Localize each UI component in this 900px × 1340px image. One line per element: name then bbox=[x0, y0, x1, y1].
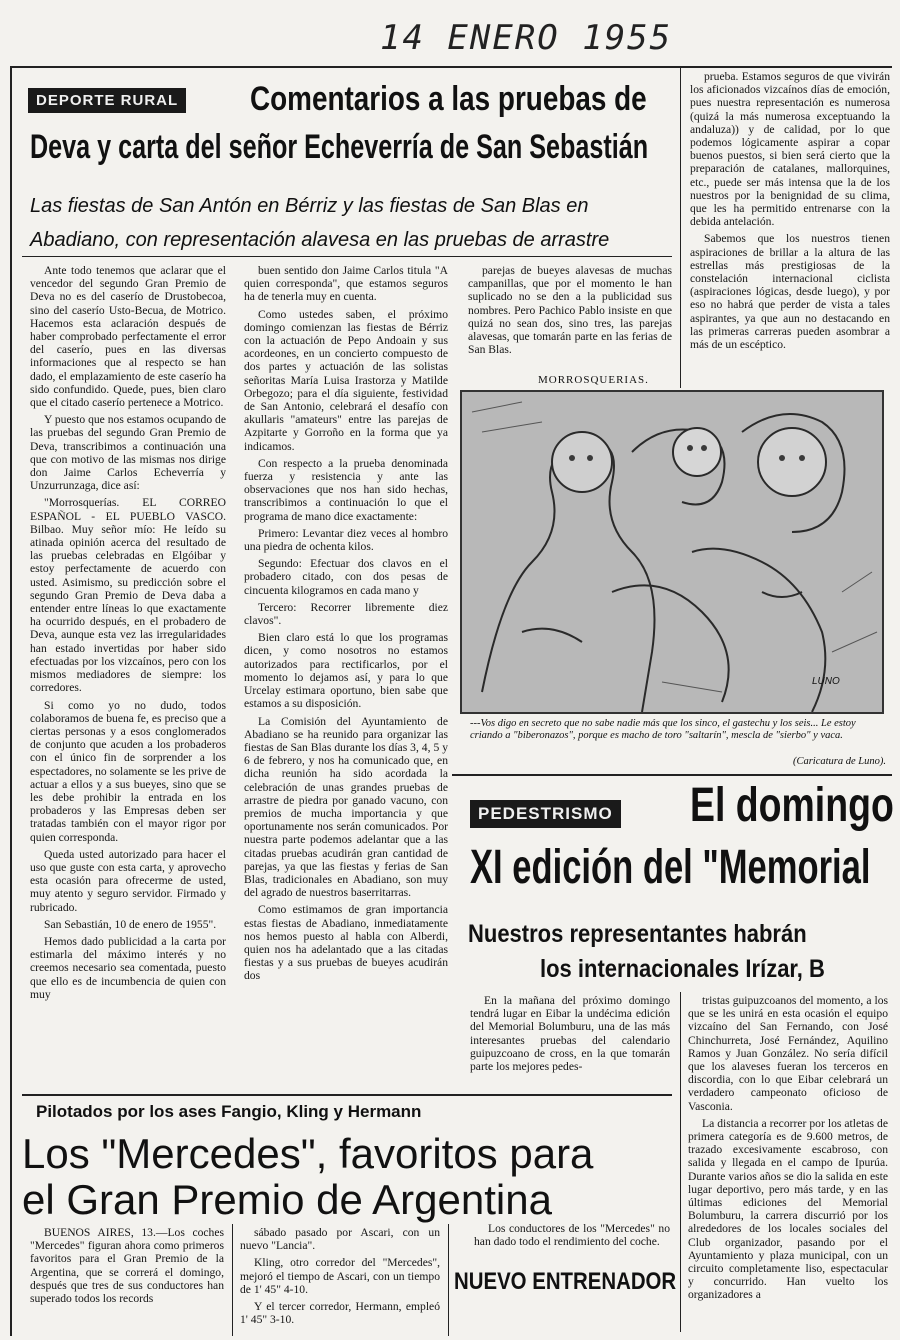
article1-column-1 bbox=[30, 264, 226, 1094]
article2-column-2 bbox=[688, 994, 888, 1334]
cartoon-drawing bbox=[462, 392, 882, 712]
column-rule bbox=[448, 1224, 449, 1336]
paragraph: San Sebastián, 10 de enero de 1955". bbox=[44, 917, 217, 931]
handwritten-date: 14 ENERO 1955 bbox=[380, 18, 673, 58]
article2-headline-line2: XI edición del "Memorial bbox=[470, 841, 871, 894]
article3-kicker: Pilotados por los ases Fangio, Kling y Hermann bbox=[36, 1102, 422, 1121]
section-tag-pedestrismo: PEDESTRISMO bbox=[470, 800, 621, 828]
paragraph: La distancia a recorrer por los atletas de primera categoría es de 9.600 metros, de trazado excesivamente escabroso, con salida y llegada en el campo de Ipurúa. Durante varios años se dio la salida en este lugar deportivo, pero más tarde, y en las últimas ediciones del Memorial Bolumburu, la carrera discurrió por los alrededores de los locales sociales del Club organizador, pasando por el Ayuntamiento y plaza municipal, con un circuito completamente liso, espectacular y concurrido. Han vuelto los organizadores a bbox=[688, 1116, 888, 1302]
paragraph: parejas de bueyes alavesas de muchas campanillas, que por el momento le han suplicado no se den a la publicidad sus nombres. Pero Pachico Pablo insiste en que quizá no sean dos, sino tres, las parejas alavesas, que tomarán parte en las ferias de San Blas. bbox=[468, 264, 672, 357]
article1-subhead-line1: Las fiestas de San Antón en Bérriz y las fiestas de San Blas en bbox=[30, 195, 589, 217]
paragraph: Hemos dado publicidad a la carta por estimarla del máximo interés y no creemos necesario sea comentada, puesto que ello es de incumbencia de quien con muy bbox=[30, 934, 226, 1001]
article2-subhead-line1: Nuestros representantes habrán bbox=[468, 920, 807, 948]
headline-rule bbox=[22, 256, 672, 257]
paragraph: buen sentido don Jaime Carlos titula "A quien corresponda", que estamos seguros ha de tenerla muy en cuenta. bbox=[244, 264, 448, 304]
paragraph: Kling, otro corredor del "Mercedes", mejoró el tiempo de Ascari, con un tiempo de 1' 45" 4-10. bbox=[240, 1256, 440, 1296]
article3-column-3 bbox=[474, 1222, 670, 1262]
paragraph: BUENOS AIRES, 13.—Los coches "Mercedes" figuran ahora como primeros favoritos para el Gran Premio de la Argentina, que se correrá el domingo, después que tres de sus conductores han superado todos los records bbox=[30, 1226, 224, 1306]
paragraph: Segundo: Efectuar dos clavos en el probadero citado, con dos pesas de cincuenta kilogramos en cada mano y bbox=[244, 557, 448, 597]
cartoon-signature: LUNO bbox=[812, 676, 840, 687]
paragraph: La Comisión del Ayuntamiento de Abadiano se ha reunido para organizar las fiestas de San Blas durante los días 3, 4, 5 y 6 de febrero, y nos ha comunicado que, en dicha reunión ha sido acordada la celebración de unas grandes pruebas de arrastre de piedra por ganado vacuno, con premios de mucha importancia y que oportunamente nos serán comunicados. Por nuestra parte podemos adelantar que a las citadas pruebas acudirán gran cantidad de parejas, ya que las fiestas y ferias de San Blas, tradicionales en Abadiano, son muy del agrado de nuestros baserritarras. bbox=[244, 714, 448, 900]
paragraph: Sabemos que los nuestros tienen aspiraciones de brillar a la altura de las estrellas más prestigiosas de la constelación internacional ciclista (aspiraciones lógicas, desde luego), y por eso no habrá que perder de vista a tales aspirantes, ya que aun no destacando en las primeras carreras pueden asombrar a más de un escéptico. bbox=[690, 232, 890, 352]
paragraph: Tercero: Recorrer libremente diez clavos". bbox=[244, 600, 448, 628]
article3-column-2 bbox=[240, 1226, 440, 1334]
article3-column-1 bbox=[30, 1226, 224, 1334]
article2-subhead-line2: los internacionales Irízar, B bbox=[540, 955, 825, 983]
paragraph: Ante todo tenemos que aclarar que el vencedor del segundo Gran Premio de Deva no es del caserío de Drustobecoa, sino del caserío Usto-Becua, de Motrico. Hacemos esta aclaración después de haber comprobado perfectamente el error del caserío, pues en las diversas informaciones que al respecto se han dado, el emplazamiento de este caserío ha sido confundido. Quede, pues, bien claro que el citado caserío pertenece a Motrico. bbox=[30, 264, 226, 410]
article1-headline-line1: Comentarios a las pruebas de bbox=[250, 80, 647, 118]
paragraph: Y puesto que nos estamos ocupando de las pruebas del segundo Gran Premio de Deva, transcribimos a continuación una que con motivo de las mismas nos dirige don Jaime Carlos Echeverría y Unzurrunzaga, dice así: bbox=[30, 413, 226, 493]
paragraph: tristas guipuzcoanos del momento, a los que se les unirá en esta ocasión el equipo vizcaíno del San Fernando, con José Chinchurreta, José Fernández, Aquilino Ramos y Juan González. No sería difícil que los alaveses fueran los terceros en discordia, con lo que Eibar celebrará un verdadero campeonato oficioso de Vasconia. bbox=[688, 994, 888, 1113]
cartoon-credit: (Caricatura de Luno). bbox=[792, 756, 886, 767]
section-rule bbox=[22, 1094, 672, 1096]
article3-headline-line1: Los "Mercedes", favoritos para bbox=[22, 1130, 594, 1177]
column-rule bbox=[232, 1224, 233, 1336]
article2-column-1 bbox=[470, 994, 670, 1074]
paragraph: Queda usted autorizado para hacer el uso que guste con esta carta, y aprovecho esta ocasión para ofrecerme de usted, muy atento y seguro servidor. Firmado y rubricado. bbox=[30, 847, 226, 914]
paragraph: Y el tercer corredor, Hermann, empleó 1' 45" 3-10. bbox=[240, 1300, 440, 1327]
paragraph: sábado pasado por Ascari, con un nuevo "Lancia". bbox=[240, 1226, 440, 1253]
cartoon-illustration bbox=[460, 390, 884, 714]
article1-subhead-line2: Abadiano, con representación alavesa en las pruebas de arrastre bbox=[30, 229, 610, 251]
paragraph: Primero: Levantar diez veces al hombro una piedra de ochenta kilos. bbox=[244, 526, 448, 554]
article1-column-3 bbox=[468, 264, 672, 372]
article3-headline-line2: el Gran Premio de Argentina bbox=[22, 1176, 552, 1223]
column-rule bbox=[680, 68, 681, 388]
paragraph: Como estimamos de gran importancia estas fiestas de Abadiano, inmediatamente nos hemos puesto al habla con Alberdi, quien nos ha adelantado que a las citadas fiestas y a sus pruebas de bueyes acudirán dos bbox=[244, 903, 448, 983]
paragraph: Bien claro está lo que los programas dicen, y como nosotros no estamos autorizados para rectificarlos, por el momento lo dejamos así, y para lo que Urcelay estimara oportuno, bien sabe que estamos a su disposición. bbox=[244, 631, 448, 711]
article1-signature: MORROSQUERIAS. bbox=[538, 374, 649, 386]
paragraph: Si como yo no dudo, todos colaboramos de buena fe, es preciso que a ciertas personas y a esos conglomerados de conjunto que acuden a los probaderos con el único fin de sorprender a los espectadores, no solamente se les prive de actuar a ellos y a sus bueyes, sino que se les debe prohibir la entrada en los probaderos y las Empresas deben ser tratadas también con el mayor rigor por quien corresponda. bbox=[30, 698, 226, 844]
paragraph: "Morrosquerías. EL CORREO ESPAÑOL - EL PUEBLO VASCO. Bilbao. Muy señor mío: He leído su atinada opinión acerca del resultado de las pruebas celebradas en Elgóibar y estoy perfectamente de acuerdo con usted. Asimismo, su predicción sobre el segundo Gran Premio de Deva daba a entender entre líneas lo que exactamente ha ocurrido después, en el probadero de Deva, aunque esta vez las irregularidades han estado invertidas por haber sido efectuadas por los vizcaínos, pero con los mismos mediadores de siempre: los corredores. bbox=[30, 496, 226, 695]
column-rule bbox=[680, 992, 681, 1332]
article1-column-2 bbox=[244, 264, 448, 1094]
paragraph: Como ustedes saben, el próximo domingo comienzan las fiestas de Bérriz con la actuación de Pepo Andoain y sus acordeones, en un concierto compuesto de dos partes y actuación de las solistas señoritas María Luisa Irastorza y Matilde Orbegozo; para el día siguiente, festividad de San Antonio, celebrará el desafío con akullaris "amateurs" entre las parejas de Azpitarte y Gorroño en la forma que ya indicamos. bbox=[244, 307, 448, 453]
paragraph: Con respecto a la prueba denominada fuerza y resistencia y ante las observaciones que nos han sido hechas, transcribimos a continuación lo que el programa de mano dice exactamente: bbox=[244, 456, 448, 523]
cartoon-caption: ---Vos digo en secreto que no sabe nadie más que los sinco, el gastechu y los seis... Le estoy criando a "biberonazos", porque es macho de toro "saltarín", mescla de "sierbo" y vaca. bbox=[470, 718, 856, 741]
section-rule bbox=[452, 774, 892, 776]
article3-side-headline: NUEVO ENTRENADOR bbox=[454, 1268, 677, 1295]
article1-headline-line2: Deva y carta del señor Echeverría de San Sebastián bbox=[30, 128, 649, 166]
section-tag-deporte-rural: DEPORTE RURAL bbox=[28, 88, 186, 113]
paragraph: Los conductores de los "Mercedes" no han dado todo el rendimiento del coche. bbox=[474, 1222, 670, 1249]
article2-headline-line1: El domingo bbox=[690, 779, 894, 832]
paragraph: prueba. Estamos seguros de que vivirán los aficionados vizcaínos días de emoción, pues nuestra representación es numerosa (quizá la más numerosa exceptuando la andaluza)) y de calidad, por lo que podemos lógicamente aspirar a copar buenos puestos, si bien será cierto que la preparación de catalanes, mallorquines, etc., puede ser más intensa que la de los nuestros por la benignidad de su clima, que les ha permitido entrenarse con la debida antelación. bbox=[690, 70, 890, 229]
article1-column-4 bbox=[690, 70, 890, 382]
paragraph: En la mañana del próximo domingo tendrá lugar en Eibar la undécima edición del Memorial Bolumburu, una de las más interesantes pruebas del calendario guipuzcoano de cross, en la que tomarán parte los mejores pedes- bbox=[470, 994, 670, 1074]
